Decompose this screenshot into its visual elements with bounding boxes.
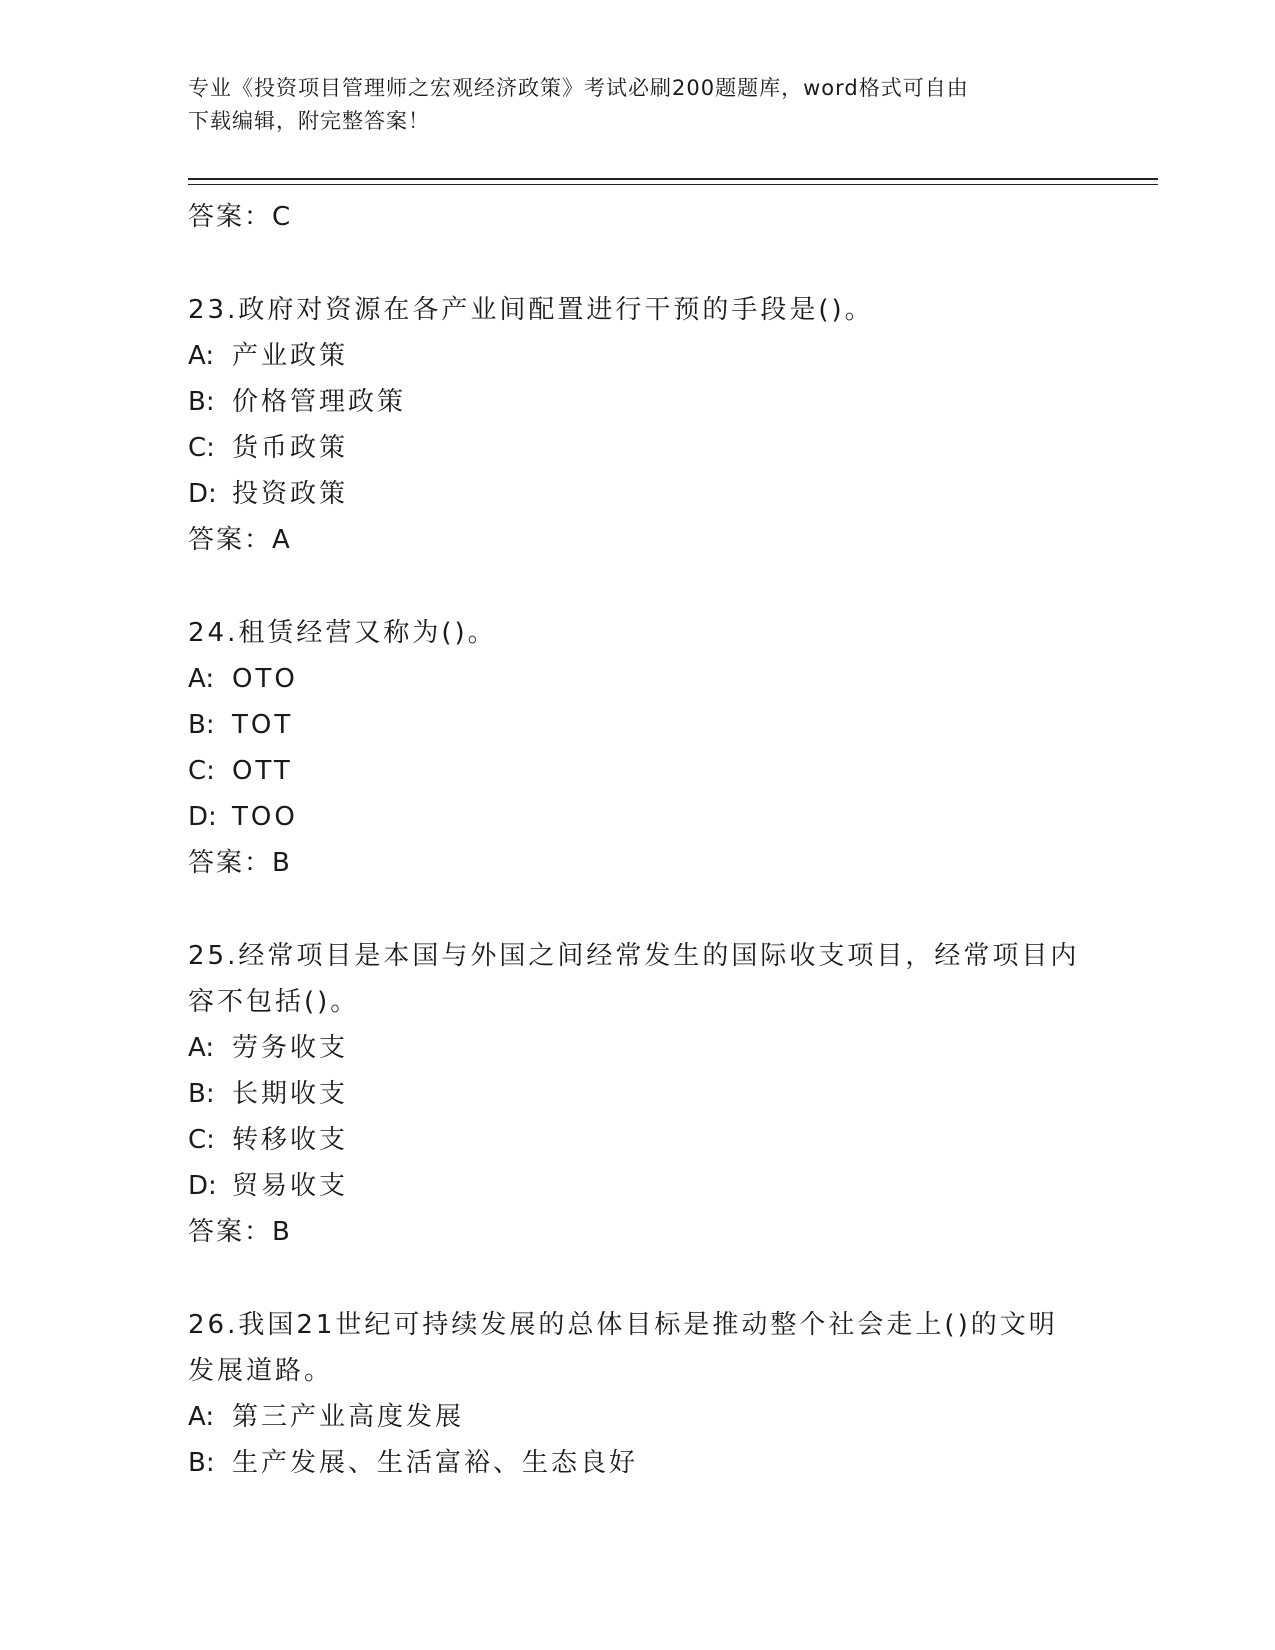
option-b	[188, 1071, 1088, 1117]
option-text: 货币政策	[232, 433, 349, 463]
option-text: 贸易收支	[232, 1171, 349, 1201]
question-stem-line-1: 26.我国21世纪可持续发展的总体目标是推动整个社会走上()的文明	[188, 1310, 1058, 1340]
option-text: 第三产业高度发展	[232, 1402, 465, 1432]
question-23	[188, 287, 1088, 563]
option-c	[188, 1117, 1088, 1163]
option-key: C:	[188, 756, 215, 786]
option-b	[188, 1440, 1088, 1486]
question-25	[188, 933, 1088, 1255]
option-text: TOO	[232, 802, 298, 832]
answer-line: 答案：A	[188, 525, 292, 555]
option-a	[188, 1025, 1088, 1071]
option-a	[188, 656, 1088, 702]
header-line-2: 下载编辑，附完整答案！	[188, 109, 430, 133]
header-divider-thin	[188, 184, 1158, 185]
option-text: 长期收支	[232, 1079, 349, 1109]
option-text: OTT	[232, 756, 293, 786]
option-key: D:	[188, 802, 217, 832]
option-key: B:	[188, 387, 215, 417]
question-24	[188, 610, 1088, 886]
option-key: A:	[188, 1033, 215, 1063]
option-key: A:	[188, 341, 215, 371]
option-d	[188, 1163, 1088, 1209]
previous-answer: 答案：C	[188, 202, 293, 232]
option-text: 价格管理政策	[232, 387, 407, 417]
option-key: D:	[188, 479, 217, 509]
option-a	[188, 1394, 1088, 1440]
option-key: D:	[188, 1171, 217, 1201]
question-stem-line-2: 容不包括()。	[188, 987, 360, 1017]
option-d	[188, 471, 1088, 517]
option-key: B:	[188, 1448, 215, 1478]
option-text: 转移收支	[232, 1125, 349, 1155]
option-b	[188, 702, 1088, 748]
option-key: A:	[188, 1402, 215, 1432]
option-key: B:	[188, 710, 215, 740]
option-text: TOT	[232, 710, 294, 740]
option-key: A:	[188, 664, 215, 694]
document-header	[188, 72, 1088, 138]
question-stem-line-1: 25.经常项目是本国与外国之间经常发生的国际收支项目，经常项目内	[188, 941, 1080, 971]
option-text: 劳务收支	[232, 1033, 349, 1063]
header-line-1: 专业《投资项目管理师之宏观经济政策》考试必刷200题题库，word格式可自由	[188, 76, 969, 100]
option-b	[188, 379, 1088, 425]
question-stem: 24.租赁经营又称为()。	[188, 618, 497, 648]
option-key: C:	[188, 1125, 215, 1155]
option-text: OTO	[232, 664, 298, 694]
option-d	[188, 794, 1088, 840]
option-a	[188, 333, 1088, 379]
option-text: 产业政策	[232, 341, 349, 371]
question-stem-line-2: 发展道路。	[188, 1356, 334, 1386]
option-c	[188, 748, 1088, 794]
option-text: 投资政策	[232, 479, 349, 509]
answer-line: 答案：B	[188, 848, 292, 878]
header-divider-thick	[188, 178, 1158, 180]
question-26	[188, 1302, 1088, 1486]
option-text: 生产发展、生活富裕、生态良好	[232, 1448, 639, 1478]
question-list	[188, 194, 1088, 1486]
answer-line: 答案：B	[188, 1217, 292, 1247]
option-key: C:	[188, 433, 215, 463]
option-c	[188, 425, 1088, 471]
question-stem: 23.政府对资源在各产业间配置进行干预的手段是()。	[188, 295, 874, 325]
option-key: B:	[188, 1079, 215, 1109]
